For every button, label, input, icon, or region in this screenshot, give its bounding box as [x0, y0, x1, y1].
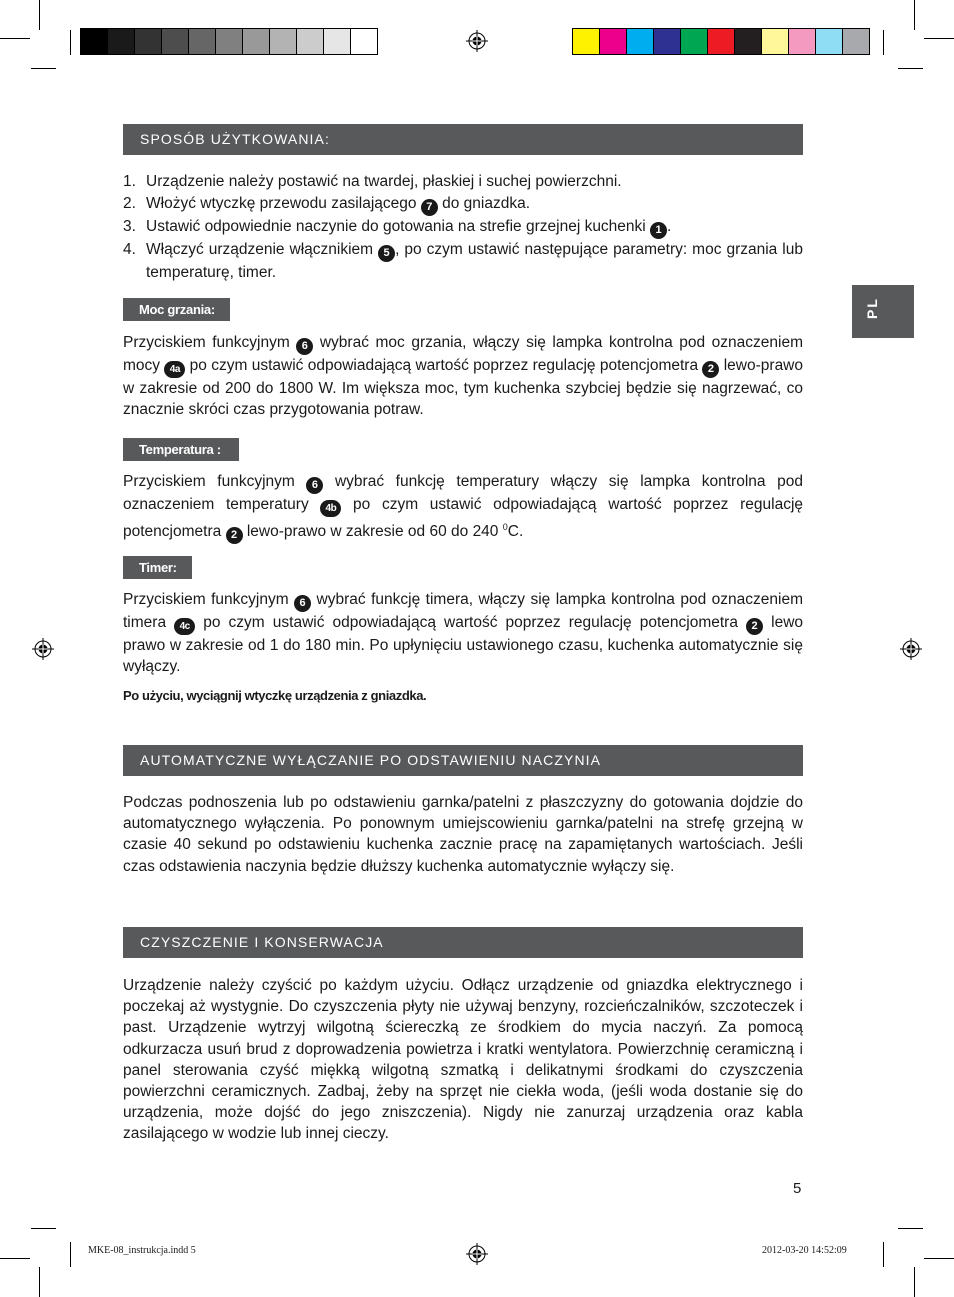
- crop-mark: [898, 68, 923, 69]
- step-text: Urządzenie należy postawić na twardej, płaskiej i suchej powierzchni.: [146, 173, 622, 190]
- step-text: Włączyć urządzenie włącznikiem: [146, 240, 379, 258]
- degree-superscript: 0: [502, 522, 508, 532]
- color-swatch: [680, 28, 708, 55]
- power-label: Moc grzania:: [123, 298, 230, 321]
- crop-mark: [70, 30, 71, 55]
- color-swatch: [599, 28, 627, 55]
- crop-mark: [39, 0, 40, 30]
- paragraph-text: wybrać funkcję timera, włączy się lampka kontrolna pod oznaczeniem timera: [123, 591, 804, 631]
- number-badge-icon: 4b: [320, 500, 341, 517]
- paragraph-text: po czym ustawić odpowiadającą wartość poprzez regulację potencjometra: [123, 496, 804, 541]
- registration-mark-icon: [466, 1243, 488, 1265]
- temperature-paragraph: [123, 471, 803, 544]
- color-swatch: [350, 28, 378, 55]
- color-swatch: [107, 28, 135, 55]
- paragraph-text: lewo-prawo w zakresie od 60 do 240: [242, 523, 503, 541]
- crop-mark: [70, 1242, 71, 1267]
- list-item: [123, 239, 803, 284]
- paragraph-text: wybrać moc grzania, włączy się lampka kontrolna pod oznaczeniem mocy: [123, 334, 803, 374]
- crop-mark: [0, 38, 30, 39]
- color-swatch: [188, 28, 216, 55]
- after-use-note: Po użyciu, wyciągnij wtyczkę urządzenia z gniazdka.: [123, 688, 427, 703]
- color-swatch: [296, 28, 324, 55]
- color-swatch: [734, 28, 762, 55]
- color-swatch: [572, 28, 600, 55]
- step-number: 2.: [123, 194, 136, 212]
- number-badge-icon: 6: [306, 477, 323, 494]
- crop-mark: [883, 30, 884, 55]
- number-badge-icon: 6: [296, 338, 313, 355]
- power-paragraph: [123, 332, 803, 420]
- number-badge-icon: 7: [421, 199, 438, 216]
- crop-mark: [898, 1228, 923, 1229]
- registration-mark-icon: [32, 638, 54, 660]
- usage-steps-list: [123, 171, 803, 283]
- number-badge-icon: 4c: [174, 618, 195, 635]
- crop-mark: [31, 1228, 56, 1229]
- color-swatch: [161, 28, 189, 55]
- step-text: .: [667, 217, 672, 235]
- color-swatch: [815, 28, 843, 55]
- cleaning-paragraph: Urządzenie należy czyścić po każdym użyciu. Odłącz urządzenie od gniazdka elektrycznego i poczekaj aż wystygnie. Do czyszczenia płyty nie używaj benzyny, rozcieńczalników, szczoteczek i past. Urządzenie wytrzyj wilgotną ściereczką ze środkiem do mycia naczyń. Za pomocą odkurzacza usuń brud z doprowadzenia powietrza i kratki wentylatora. Powierzchnię ceramiczną i panel sterowania czyść miękką wilgotną szmatką i delikatnymi środkami do czyszczenia powierzchni ceramicznych. Zadbaj, żeby na sprzęt nie ciekła woda, (jeśli woda dostanie się do urządzenia, może dojść do jego zniszczenia). Nigdy nie zanurzaj urządzenia oraz kabla zasilającego w wodzie lub innej cieczy.: [123, 977, 803, 1143]
- temperature-label: Temperatura :: [123, 438, 239, 461]
- list-item: [123, 171, 803, 193]
- auto-off-paragraph: Podczas podnoszenia lub po odstawieniu garnka/patelni z płaszczyzny do gotowania dojdzie do automatycznego wyłączenia. Po ponownym umiejscowieniu garnka/patelni na strefę grzejną w czasie 40 sekund po odstawieniu kuchenka zacznie pracę na zapamiętanych wartościach. Jeśli czas odstawienia naczynia będzie dłuższy kuchenka automatycznie wyłączy się.: [123, 794, 803, 875]
- color-swatch: [323, 28, 351, 55]
- crop-mark: [924, 1258, 954, 1259]
- step-text: Ustawić odpowiednie naczynie do gotowania na strefie grzejnej kuchenki: [146, 217, 651, 235]
- step-number: 3.: [123, 217, 136, 235]
- crop-mark: [883, 1242, 884, 1267]
- number-badge-icon: 2: [226, 527, 243, 544]
- number-badge-icon: 2: [702, 361, 719, 378]
- crop-mark: [0, 1258, 30, 1259]
- list-item: [123, 193, 803, 216]
- paragraph-text: Przyciskiem funkcyjnym: [123, 591, 295, 608]
- color-swatch: [707, 28, 735, 55]
- step-text: , po czym ustawić następujące parametry: moc grzania lub temperaturę, timer.: [146, 240, 803, 281]
- crop-mark: [31, 68, 56, 69]
- paragraph-text: po czym ustawić odpowiadającą wartość poprzez regulację potencjometra: [195, 614, 747, 631]
- step-number: 1.: [123, 173, 136, 190]
- date-slug: 2012-03-20 14:52:09: [762, 1245, 847, 1256]
- section-header-auto-off: AUTOMATYCZNE WYŁĄCZANIE PO ODSTAWIENIU NACZYNIA: [123, 745, 803, 776]
- crop-mark: [39, 1267, 40, 1297]
- language-tab-label: PL: [864, 297, 880, 319]
- color-swatch: [788, 28, 816, 55]
- number-badge-icon: 5: [378, 245, 395, 262]
- step-text: do gniazdka.: [437, 194, 531, 212]
- paragraph-text: lewo-prawo w zakresie od 200 do 1800 W. Im większa moc, tym kuchenka szybciej będzie się nagrzewać, co znacznie skróci czas przygotowania potraw.: [123, 357, 803, 419]
- file-slug: MKE-08_instrukcja.indd 5: [88, 1245, 196, 1256]
- color-swatch: [761, 28, 789, 55]
- crop-mark: [914, 1267, 915, 1297]
- paragraph-text: Przyciskiem funkcyjnym: [123, 473, 307, 490]
- registration-mark-icon: [900, 638, 922, 660]
- paragraph-text: po czym ustawić odpowiadającą wartość poprzez regulację potencjometra: [185, 357, 703, 374]
- number-badge-icon: 1: [650, 222, 667, 239]
- timer-label: Timer:: [123, 556, 192, 579]
- paragraph-text: Przyciskiem funkcyjnym: [123, 334, 297, 351]
- number-badge-icon: 2: [746, 618, 763, 635]
- crop-mark: [914, 0, 915, 30]
- color-swatch: [842, 28, 870, 55]
- step-text: Włożyć wtyczkę przewodu zasilającego: [146, 194, 421, 212]
- color-swatch: [215, 28, 243, 55]
- paragraph-text: lewo prawo w zakresie od 1 do 180 min. Po upłynięciu ustawionego czasu, kuchenka automatycznie się wyłączy.: [123, 614, 804, 676]
- number-badge-icon: 4a: [164, 361, 185, 378]
- color-swatch: [269, 28, 297, 55]
- number-badge-icon: 6: [294, 595, 311, 612]
- paragraph-text: wybrać funkcję temperatury włączy się lampka kontrolna pod oznaczeniem temperatury: [123, 473, 803, 513]
- section-header-usage: SPOSÓB UŻYTKOWANIA:: [123, 124, 803, 155]
- step-number: 4.: [123, 240, 136, 258]
- color-swatch: [626, 28, 654, 55]
- page-number: 5: [793, 1180, 802, 1197]
- registration-mark-icon: [466, 30, 488, 52]
- timer-paragraph: [123, 589, 803, 677]
- paragraph-text: C.: [507, 523, 524, 541]
- language-tab: [852, 285, 914, 338]
- crop-mark: [924, 38, 954, 39]
- section-header-cleaning: CZYSZCZENIE I KONSERWACJA: [123, 927, 803, 958]
- color-swatch: [653, 28, 681, 55]
- list-item: [123, 216, 803, 239]
- color-swatch: [134, 28, 162, 55]
- color-swatch: [242, 28, 270, 55]
- color-swatch: [80, 28, 108, 55]
